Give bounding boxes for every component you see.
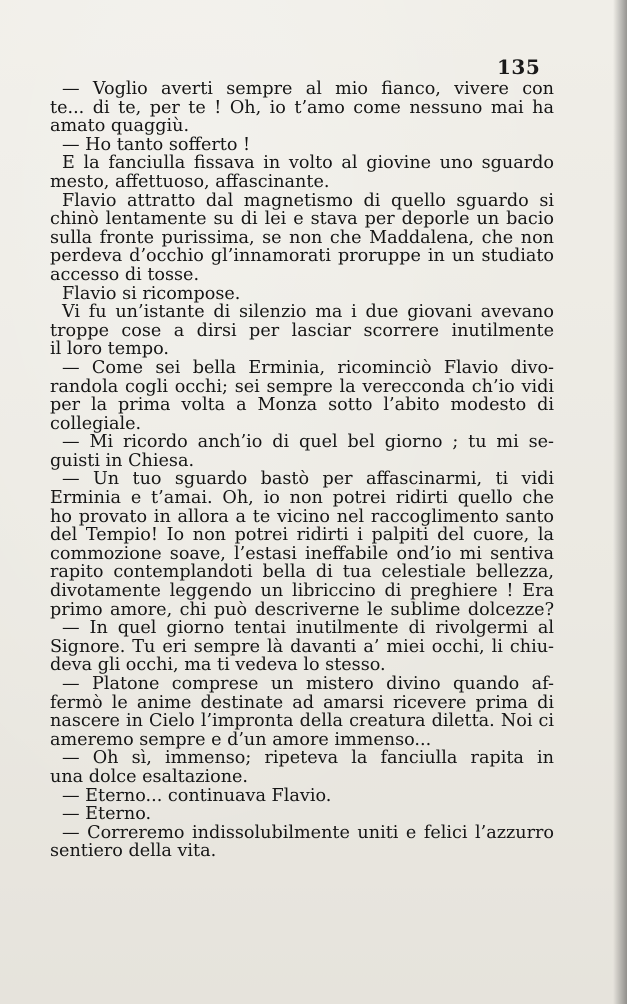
text-line: — Come sei bella Erminia, ricominciò Flavio divo- (62, 358, 554, 378)
text-line: una dolce esaltazione. (50, 766, 249, 787)
text-line: te... di te, per te ! Oh, io t’amo come nessuno mai ha (50, 98, 554, 118)
text-line: Flavio attratto dal magnetismo di quello sguardo si (62, 191, 554, 211)
page-number: 135 (497, 55, 541, 79)
text-line: rapito contemplandoti bella di tua celestiale bellezza, (50, 563, 554, 583)
text-line: — Ho tanto sofferto ! (62, 134, 251, 155)
text-line: Erminia e t’amai. Oh, io non potrei ridirti quello che (50, 489, 554, 508)
text-line: sentiero della vita. (50, 841, 217, 862)
text-line: il loro tempo. (50, 339, 169, 360)
text-line: — Mi ricordo anch’io di quel bel giorno ; tu mi se- (62, 433, 554, 452)
text-line: troppe cose a dirsi per lasciar scorrere inutilmente (50, 321, 554, 341)
text-line: chinò lentamente su di lei e stava per deporle un bacio (50, 210, 554, 229)
text-line: — Eterno. (62, 804, 152, 825)
text-line: divotamente leggendo un libriccino di preghiere ! Era (50, 582, 554, 601)
text-line: fermò le anime destinate ad amarsi ricevere prima di (50, 693, 554, 713)
text-line: del Tempio! Io non potrei ridirti i palpiti del cuore, la (50, 526, 554, 545)
text-line: collegiale. (50, 413, 142, 434)
text-line: per la prima volta a Monza sotto l’abito modesto di (50, 396, 554, 415)
text-line: guisti in Chiesa. (50, 450, 195, 471)
text-line: ameremo sempre e d’un amore immenso... (50, 729, 432, 750)
text-line: accesso di tosse. (50, 264, 200, 285)
text-line: deva gli occhi, ma ti vedeva lo stesso. (50, 655, 386, 676)
text-line: — Oh sì, immenso; ripeteva la fanciulla rapita in (62, 749, 554, 768)
text-line: Vi fu un’istante di silenzio ma i due giovani avevano (62, 303, 554, 322)
text-line: Signore. Tu eri sempre là davanti a’ miei occhi, li chiu- (50, 637, 554, 657)
text-line: — Correremo indissolubilmente uniti e felici l’azzurro (62, 823, 554, 843)
text-line: — Platone comprese un mistero divino quando af- (62, 675, 554, 694)
text-line: E la fanciulla fissava in volto al giovine uno sguardo (62, 154, 554, 173)
body-text (50, 80, 554, 861)
text-line: — In quel giorno tentai inutilmente di rivolgermi al (62, 619, 554, 638)
text-line: amato quaggiù. (50, 116, 190, 137)
text-line: — Voglio averti sempre al mio fianco, vivere con (62, 80, 554, 99)
text-line: — Un tuo sguardo bastò per affascinarmi, ti vidi (62, 470, 554, 490)
text-line: randola cogli occhi; sei sempre la verecconda ch’io vidi (50, 377, 554, 397)
text-line: Flavio si ricompose. (62, 283, 241, 304)
text-line: sulla fronte purissima, se non che Maddalena, che non (50, 228, 554, 248)
text-line: primo amore, chi può descriverne le sublime dolcezze? (50, 600, 554, 620)
text-line: mesto, affettuoso, affascinante. (50, 171, 330, 192)
text-line: ho provato in allora a te vicino nel raccoglimento santo (50, 507, 554, 527)
text-line: nascere in Cielo l’impronta della creatura diletta. Noi ci (50, 712, 554, 731)
text-line: perdeva d’occhio gl’innamorati proruppe in un studiato (50, 247, 554, 266)
text-line: — Eterno... continuava Flavio. (62, 785, 332, 806)
text-line: commozione soave, l’estasi ineffabile ond’io mi sentiva (50, 544, 554, 564)
